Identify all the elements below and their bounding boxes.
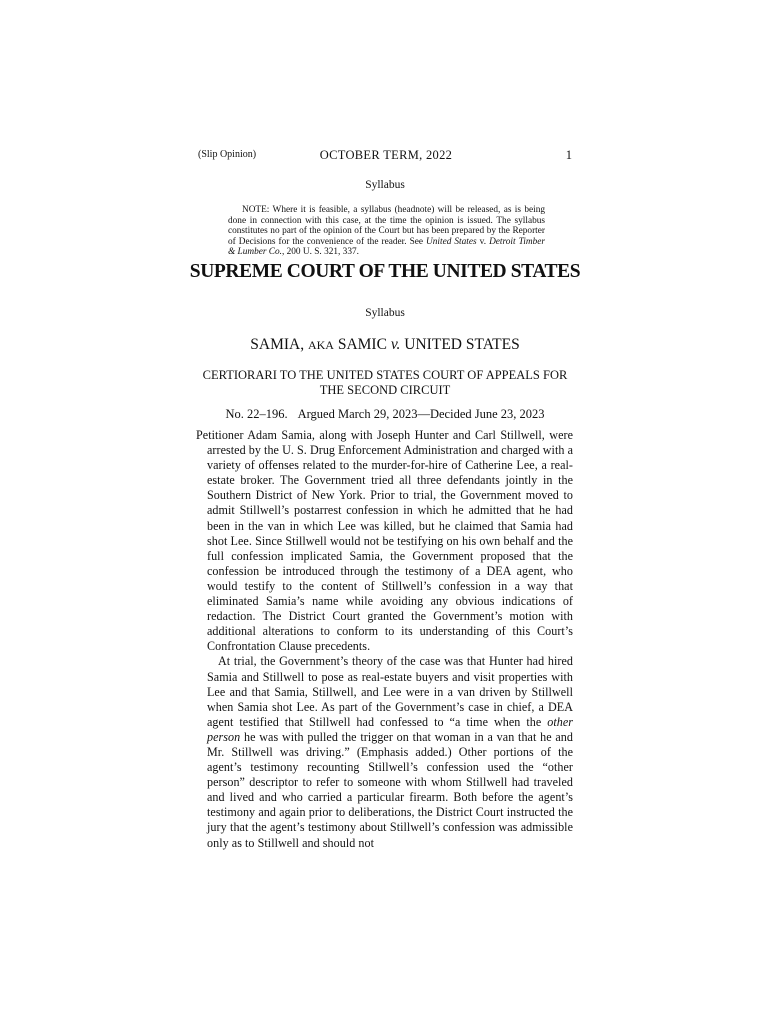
- caption-versus: v.: [390, 336, 401, 353]
- syllabus-paragraph-1: Petitioner Adam Samia, along with Joseph Hunter and Carl Stillwell, were arrested by the U. S. Drug Enforcement Administration and charged with a variety of offenses related to the murder-for-hire of Catherine Lee, a real-estate broker. The Government tried all three defendants jointly in the Southern District of New York. Prior to trial, the Government moved to admit Stillwell’s postarrest confession in which he admitted that he had been in the van in which Lee was killed, but he claimed that Samia had shot Lee. Since Stillwell would not be testifying on his own behalf and the full confession implicated Samia, the Government proposed that the confession be introduced through the testimony of a DEA agent, who would testify to the content of Stillwell’s confession in a way that eliminated Samia’s name while avoiding any obvious indications of redaction. The District Court granted the Government’s motion with additional alterations to conform to its understanding of this Court’s Confrontation Clause precedents.: [196, 428, 573, 654]
- syllabus-paragraph-2: [196, 654, 573, 850]
- caption-petitioner: SAMIA,: [250, 336, 308, 353]
- caption-alias: SAMIC: [333, 336, 391, 353]
- court-title: SUPREME COURT OF THE UNITED STATES: [189, 261, 581, 282]
- paragraph-2-emphasis: other person: [207, 714, 573, 744]
- docket-line: [0, 407, 770, 422]
- certiorari-line: CERTIORARI TO THE UNITED STATES COURT OF APPEALS FOR THE SECOND CIRCUIT: [202, 368, 568, 397]
- reporter-note: [228, 205, 545, 258]
- running-head: [198, 148, 574, 164]
- syllabus-body: [196, 428, 573, 851]
- argued-decided-dates: Argued March 29, 2023—Decided June 23, 2023: [297, 407, 545, 421]
- caption-respondent: UNITED STATES: [400, 336, 520, 353]
- paragraph-2-text-a: At trial, the Government’s theory of the case was that Hunter had hired Samia and Stillwell to pose as real-estate buyers and visit properties with Lee and that Samia, Stillwell, and Lee were in a van driven by Stillwell when Samia shot Lee. As part of the Government’s case in chief, a DEA agent testified that Stillwell had confessed to “a time when the: [207, 654, 573, 729]
- page-number: 1: [565, 148, 572, 162]
- slip-opinion-label: (Slip Opinion): [198, 149, 257, 160]
- caption-aka: AKA: [307, 338, 334, 352]
- docket-number: No. 22–196.: [225, 407, 288, 421]
- case-caption: [0, 336, 770, 354]
- note-text: NOTE: Where it is feasible, a syllabus (headnote) will be released, as is being done in connection with this case, at the time the opinion is issued. The syllabus constitutes no part of the opinion of the Court but has been prepared by the Reporter of Decisions for the convenience of the reader. See: [228, 205, 545, 247]
- note-case-name-1: United States: [426, 236, 477, 247]
- term-label: OCTOBER TERM, 2022: [319, 148, 453, 162]
- note-case-name-2: Detroit Timber & Lumber Co.: [228, 236, 545, 258]
- paragraph-2-text-b: he was with pulled the trigger on that woman in a van that he and Mr. Stillwell was driving.” (Emphasis added.) Other portions of the agent’s testimony recounting Stillwell’s confession used the “other person” descriptor to refer to someone with whom Stillwell had traveled and lived and who carried a particular firearm. Both before the agent’s testimony and again prior to deliberations, the District Court instructed the jury that the agent’s testimony about Stillwell’s confession was admissible only as to Stillwell and should not: [207, 729, 573, 850]
- note-versus: v.: [476, 236, 490, 247]
- syllabus-subheading: Syllabus: [365, 307, 405, 319]
- syllabus-heading: Syllabus: [365, 179, 405, 191]
- note-citation: , 200 U. S. 321, 337.: [281, 247, 359, 258]
